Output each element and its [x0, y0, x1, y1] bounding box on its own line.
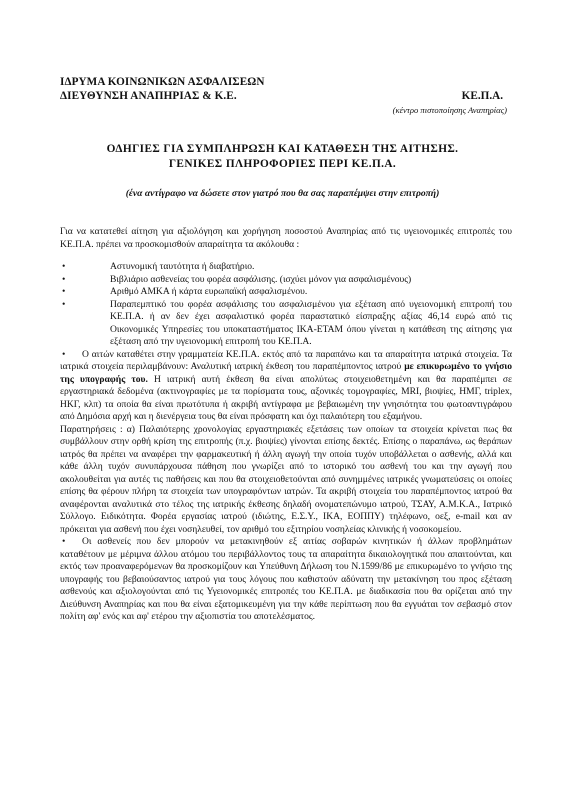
bullet: • [62, 536, 66, 547]
bullet: • [62, 273, 66, 285]
list-item: • Αριθμό ΑΜΚΑ ή κάρτα ευρωπαϊκή ασφαλισμένου. [62, 286, 308, 297]
bullet: • [62, 298, 66, 310]
remarks-paragraph: Παρατηρήσεις : α) Παλαιότερης χρονολογίας εργαστηριακές εξετάσεις των οποίων τα στοιχεία κρίνεται πως θα συμβάλλουν στην ορθή κρίση της επιτροπής (π.χ. βιοψίες) γίνονται επίσης δεκτές. Επίσης ο παραπάνω, ως θεράπων ιατρός θα πρέπει να αναφέρει την φαρμακευτική ή άλλη αγωγή την οποία τυχόν υποβάλλεται ο ασθενής, αλλά και κάθε άλλη τυχόν συνυπάρχουσα πάθηση που γνωρίζει από το ιστορικό του ασθενή του και την αγωγή που ακολουθείται για αυτές τις παθήσεις και που θα στοιχειοθετούνται από συνημμένες ιατρικές γνωματεύσεις οι οποίες επίσης θα φέρουν πλήρη τα στοιχεία των υπογραφόντων ιατρών. Τα ακριβή στοιχεία του παραπέμποντος ιατρού θα αναφέρονται αναλυτικά στο τέλος της ιατρικής έκθεσης δηλαδή ονοματεπώνυμο ιατρού, ΤΣΑΥ, Α.Μ.Κ.Α., Ιατρικό Σύλλογο. Ειδικότητα. Φορέα εργασίας ιατρού (ιδιώτης, Ε.Σ.Υ., ΙΚΑ, ΕΟΠΠΥ) τηλέφωνο, οεξ, e-mail και αν πρόκειται για ασθενή που έχει νοσηλευθεί, τον αριθμό του εξιτηρίου νοσηλείας κλινικής ή νοσοκομείου. [60, 423, 512, 535]
bullet: • [62, 286, 66, 297]
signature-requirement: με επικυρωμένο το γνήσιο της υπογραφής του. [60, 361, 512, 385]
document-subtitle: ΓΕΝΙΚΕΣ ΠΛΗΡΟΦΟΡΙΕΣ ΠΕΡΙ ΚΕ.Π.Α. [168, 158, 397, 170]
list-item: • Αστυνομική ταυτότητα ή διαβατήριο. [62, 261, 255, 272]
bullet: • [62, 261, 66, 272]
list-item-medical-records: • Ο αιτών καταθέτει στην γραμματεία ΚΕ.Π.Α. εκτός από τα παραπάνω και τα απαραίτητα ιατρικά στοιχεία. Τα ιατρικά στοιχεία περιλαμβάνουν: Αναλυτική ιατρική έκθεση του παραπέμποντος ιατρού με επικυρωμένο το γνήσιο της υπογραφής του. Η ιατρική αυτή έκθεση θα είναι απολύτως στοιχειοθετημένη και θα παραπέμπει σε εργαστηριακά δεδομένα (ακτινογραφίες με τα πορίσματα τους, αξονικές τομογραφίες, MRI, βιοψίες, ΗΜΓ, triplex, ΗΚΓ, κλπ) τα οποία θα είναι πρωτότυπα ή ακριβή αντίγραφα με βεβαιωμένη την γνησιότητα του φωτοαντιγράφου από Δημόσια αρχή και η διενέργεια τους θα είναι πρόσφατη και όχι παλαιότερη του εξαμήνου. [60, 348, 512, 422]
intro-paragraph: Για να κατατεθεί αίτηση για αξιολόγηση και χορήγηση ποσοστού Αναπηρίας από τις υγειονομικές επιτροπές του ΚΕ.Π.Α. πρέπει να προσκομισθούν απαραίτητα τα ακόλουθα : [60, 226, 512, 250]
kepa-label: ΚΕ.Π.Α. [461, 90, 503, 102]
kepa-subtitle: (κέντρο πιστοποίησης Αναπηρίας) [392, 105, 507, 115]
list-item: • Παραπεμπτικό του φορέα ασφάλισης του ασφαλισμένου για εξέταση από υγειονομική επιτροπή του ΚΕ.Π.Α. ή αν δεν έχει ασφαλιστικό φορέα παραστατικό είσπραξης αξίας 46,14 ευρώ από τις Οικονομικές Υπηρεσίες του υποκαταστήματος ΙΚΑ-ΕΤΑΜ όπου γίνεται η κατάθεση της αίτησης για εξέταση από την υγειονομική επιτροπή του ΚΕ.Π.Α. [62, 298, 512, 347]
bullet: • [62, 348, 66, 360]
department-name: ΔΙΕΥΘΥΝΣΗ ΑΝΑΠΗΡΙΑΣ & Κ.Ε. [60, 90, 237, 102]
organization-name: ΙΔΡΥΜΑ ΚΟΙΝΩΝΙΚΩΝ ΑΣΦΑΛΙΣΕΩΝ [60, 76, 265, 88]
copy-note: (ένα αντίγραφο να δώσετε στον γιατρό που θα σας παραπέμψει στην επιτροπή) [125, 188, 440, 199]
list-item-immobile-patients: • Οι ασθενείς που δεν μπορούν να μετακινηθούν εξ αιτίας σοβαρών κινητικών ή άλλων προβλημάτων καταθέτουν με μέριμνα άλλου ατόμου του περιβάλλοντος τους τα απαραίτητα δικαιολογητικά που απαιτούνται, και εκτός των προαναφερόμενων θα προσκομίζουν και Υπεύθυνη Δήλωση του Ν.1599/86 με επικυρωμένο το γνήσιο της υπογραφής του βεβαιούσαντος ιατρού για τους λόγους που καθιστούν αδύνατη την μετακίνηση του προς εξέταση ασθενούς και αξιολογούνται από τις Υγειονομικές επιτροπές του ΚΕ.Π.Α. με διαδικασία που θα ορίζεται από την Διεύθυνση Αναπηρίας και που θα είναι εξατομικευμένη για την κάθε περίπτωση που θα εγγυάται τον σεβασμό στον πολίτη αφ' ενός και αφ' ετέρου την αξιοπιστία του αποτελέσματος. [60, 536, 512, 622]
list-item: • Βιβλιάριο ασθενείας του φορέα ασφάλισης. (ισχύει μόνον για ασφαλισμένους) [62, 273, 412, 285]
document-title: ΟΔΗΓΙΕΣ ΓΙΑ ΣΥΜΠΛΗΡΩΣΗ ΚΑΙ ΚΑΤΑΘΕΣΗ ΤΗΣ ΑΙΤΗΣΗΣ. [106, 143, 459, 155]
document-body [60, 226, 512, 624]
